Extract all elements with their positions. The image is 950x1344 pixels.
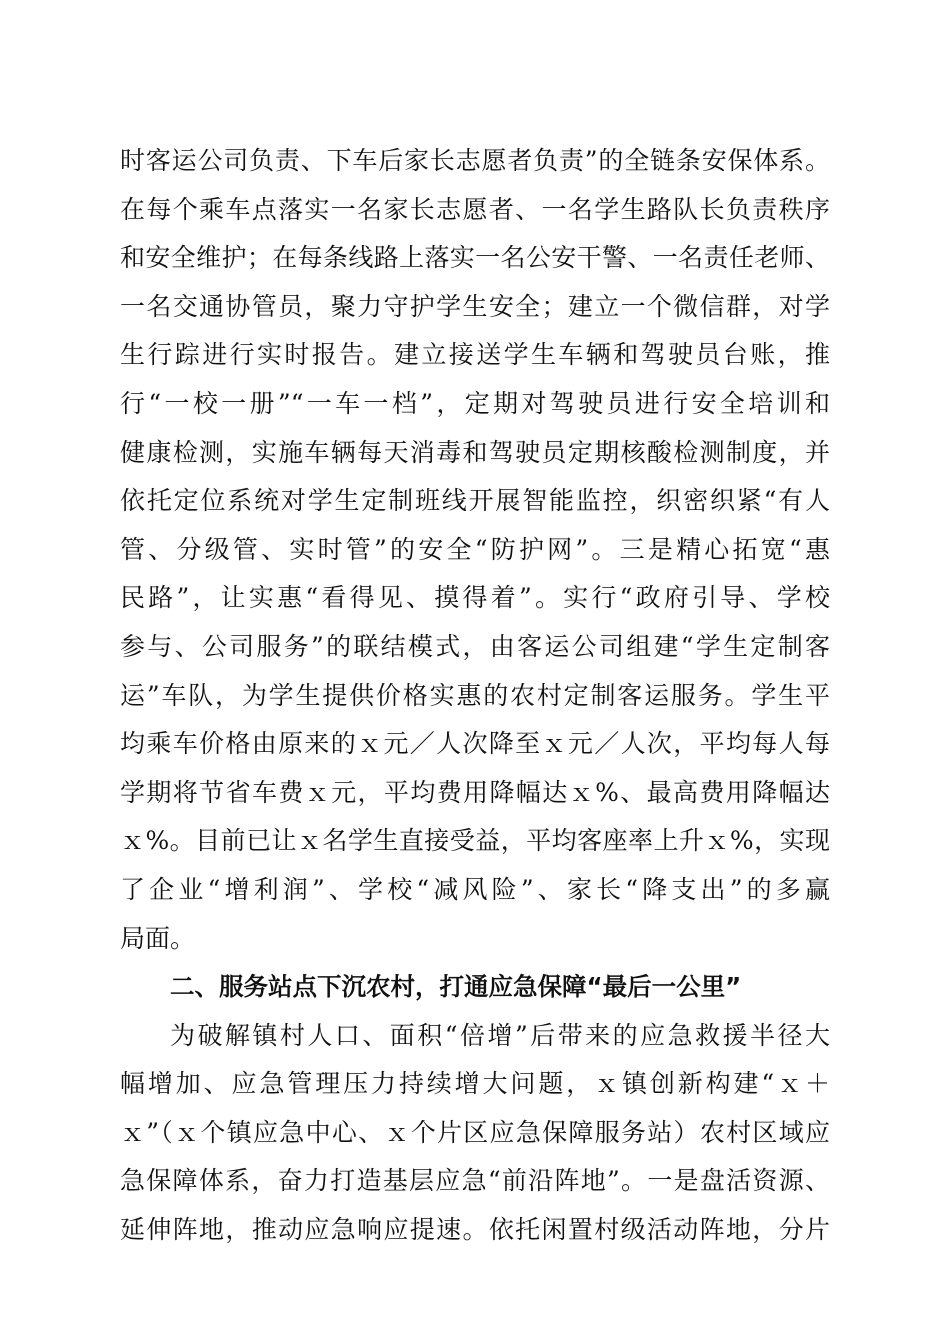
paragraph-safety-system: [120, 137, 830, 963]
text-line: 均乘车价格由原来的ｘ元／人次降至ｘ元／人次，平均每人每: [120, 729, 830, 759]
text-line: 行“一校一册”“一车一档”，定期对驾驶员进行安全培训和: [120, 388, 830, 418]
text-line: 局面。: [120, 923, 196, 953]
text-line: ｘ%。目前已让ｘ名学生直接受益，平均客座率上升ｘ%，实现: [120, 826, 830, 856]
text-line: 为破解镇村人口、面积“倍增”后带来的应急救援半径大: [170, 1020, 830, 1050]
text-line: ｘ”（ｘ个镇应急中心、ｘ个片区应急保障服务站）农村区域应: [120, 1117, 830, 1147]
text-line: 生行踪进行实时报告。建立接送学生车辆和驾驶员台账，推: [120, 340, 830, 370]
text-line: 时客运公司负责、下车后家长志愿者负责”的全链条安保体系。: [120, 146, 830, 175]
text-line: 延伸阵地，推动应急响应提速。依托闲置村级活动阵地，分片: [120, 1215, 830, 1245]
text-line: 在每个乘车点落实一名家长志愿者、一名学生路队长负责秩序: [120, 194, 830, 224]
text-line: 学期将节省车费ｘ元，平均费用降幅达ｘ%、最高费用降幅达: [120, 777, 830, 807]
text-line: 幅增加、应急管理压力持续增大问题，ｘ镇创新构建“ｘ＋: [120, 1069, 830, 1099]
text-line: 了企业“增利润”、学校“减风险”、家长“降支出”的多赢: [120, 874, 830, 904]
text-line: 健康检测，实施车辆每天消毒和驾驶员定期核酸检测制度，并: [120, 437, 830, 467]
text-line: 一名交通协管员，聚力守护学生安全；建立一个微信群，对学: [120, 291, 830, 321]
text-line: 参与、公司服务”的联结模式，由客运公司组建“学生定制客: [120, 631, 830, 661]
paragraph-emergency-service: [120, 1012, 830, 1255]
text-line: 管、分级管、实时管”的安全“防护网”。三是精心拓宽“惠: [120, 534, 830, 564]
text-line: 依托定位系统对学生定制班线开展智能监控，织密织紧“有人: [120, 486, 830, 516]
document-body: [120, 137, 830, 1255]
text-line: 民路”，让实惠“看得见、摸得着”。实行“政府引导、学校: [120, 583, 830, 613]
text-line: 运”车队，为学生提供价格实惠的农村定制客运服务。学生平: [120, 680, 830, 710]
section-heading: 二、服务站点下沉农村，打通应急保障“最后一公里”: [170, 972, 742, 1002]
text-line: 和安全维护；在每条线路上落实一名公安干警、一名责任老师、: [120, 243, 830, 273]
text-line: 急保障体系，奋力打造基层应急“前沿阵地”。一是盘活资源、: [120, 1166, 830, 1196]
